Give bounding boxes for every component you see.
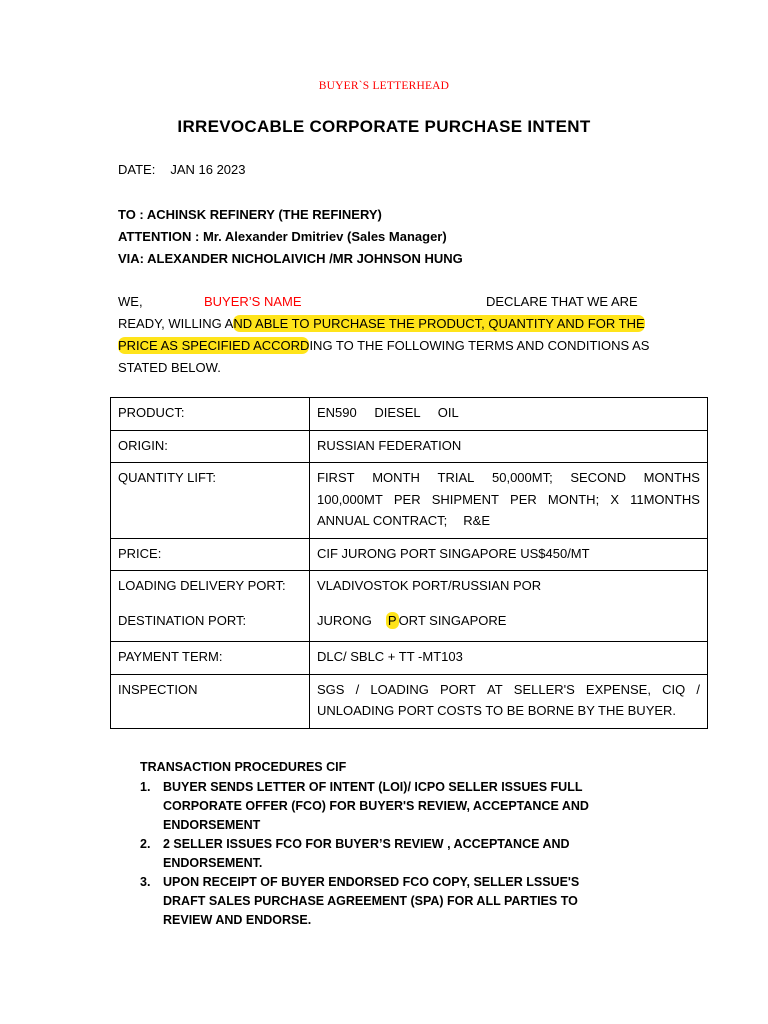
list-item: 3. UPON RECEIPT OF BUYER ENDORSED FCO COPY, SELLER LSSUE'S DRAFT SALES PURCHASE AGREEMENT (SPA) FOR ALL PARTIES TO REVIEW AND ENDORSE.: [140, 875, 580, 927]
term-label: PRICE:: [111, 538, 310, 571]
term-label: PRODUCT:: [111, 398, 310, 431]
letterhead: BUYER`S LETTERHEAD: [318, 80, 450, 92]
terms-table: [110, 397, 708, 729]
table-row: [111, 571, 708, 642]
table-row: [111, 538, 708, 571]
declaration-line-3: [118, 338, 649, 353]
buyer-name: BUYER’S NAME: [204, 294, 302, 309]
term-word: DIESEL: [374, 405, 421, 420]
term-value: [310, 674, 708, 728]
term-value: DLC/ SBLC + TT -MT103: [310, 642, 708, 675]
term-value: VLADIVOSTOK PORT/RUSSIAN POR JURONG P ORT SINGAPORE: [310, 571, 708, 642]
date-label: DATE:: [118, 162, 156, 177]
table-row: [111, 674, 708, 728]
to-line: TO : ACHINSK REFINERY (THE REFINERY): [118, 207, 382, 222]
highlighted-text: PRICE AS SPECIFIED ACCORD: [118, 338, 310, 353]
term-value: CIF JURONG PORT SINGAPORE US$450/MT: [310, 538, 708, 571]
term-word: EN590: [317, 405, 357, 420]
declaration-line-2: [118, 316, 645, 331]
term-value: [310, 398, 708, 431]
date-value: JAN 16 2023: [170, 162, 246, 177]
declaration-text: READY, WILLING A: [118, 316, 234, 331]
we-label: WE,: [118, 294, 143, 309]
term-label: PAYMENT TERM:: [111, 642, 310, 675]
quantity-line-2: 100,000MT PER SHIPMENT PER MONTH; X 11MONTHS: [317, 491, 700, 507]
term-value: RUSSIAN FEDERATION: [310, 430, 708, 463]
table-row: [111, 430, 708, 463]
declaration-text: ING TO THE FOLLOWING TERMS AND CONDITIONS AS: [309, 338, 650, 353]
list-item: 1. BUYER SENDS LETTER OF INTENT (LOI)/ ICPO SELLER ISSUES FULL CORPORATE OFFER (FCO) FOR BUYER'S REVIEW, ACCEPTANCE AND ENDORSEMENT: [140, 780, 589, 832]
procedures-list: [140, 778, 620, 930]
term-label: INSPECTION: [111, 674, 310, 728]
term-label: QUANTITY LIFT:: [111, 463, 310, 539]
date-line: [118, 162, 246, 177]
table-row: [111, 463, 708, 539]
table-row: [111, 642, 708, 675]
term-value: [310, 463, 708, 539]
highlighted-text: ND ABLE TO PURCHASE THE PRODUCT, QUANTITY AND FOR THE: [233, 316, 645, 331]
declare-text: DECLARE THAT WE ARE: [486, 294, 638, 309]
inspection-line-2: UNLOADING PORT COSTS TO BE BORNE BY THE BUYER.: [317, 703, 677, 718]
term-label: ORIGIN:: [111, 430, 310, 463]
list-item: 2. 2 SELLER ISSUES FCO FOR BUYER’S REVIEW , ACCEPTANCE AND ENDORSEMENT.: [140, 837, 570, 870]
term-label: LOADING DELIVERY PORT: DESTINATION PORT:: [111, 571, 310, 642]
highlighted-text: P: [387, 612, 397, 628]
quantity-line-1: FIRST MONTH TRIAL 50,000MT; SECOND MONTHS: [317, 470, 700, 485]
declaration-line-4: STATED BELOW.: [118, 360, 221, 375]
attention-line: ATTENTION : Mr. Alexander Dmitriev (Sales Manager): [118, 229, 447, 244]
document-title: IRREVOCABLE CORPORATE PURCHASE INTENT: [177, 117, 591, 136]
via-line: VIA: ALEXANDER NICHOLAIVICH /MR JOHNSON HUNG: [118, 251, 463, 266]
quantity-line-3: ANNUAL CONTRACT; R&E: [317, 513, 490, 528]
procedures-title: TRANSACTION PROCEDURES CIF: [140, 760, 347, 774]
inspection-line-1: SGS / LOADING PORT AT SELLER'S EXPENSE, CIQ /: [317, 681, 700, 697]
table-row: [111, 398, 708, 431]
term-word: OIL: [437, 405, 459, 420]
